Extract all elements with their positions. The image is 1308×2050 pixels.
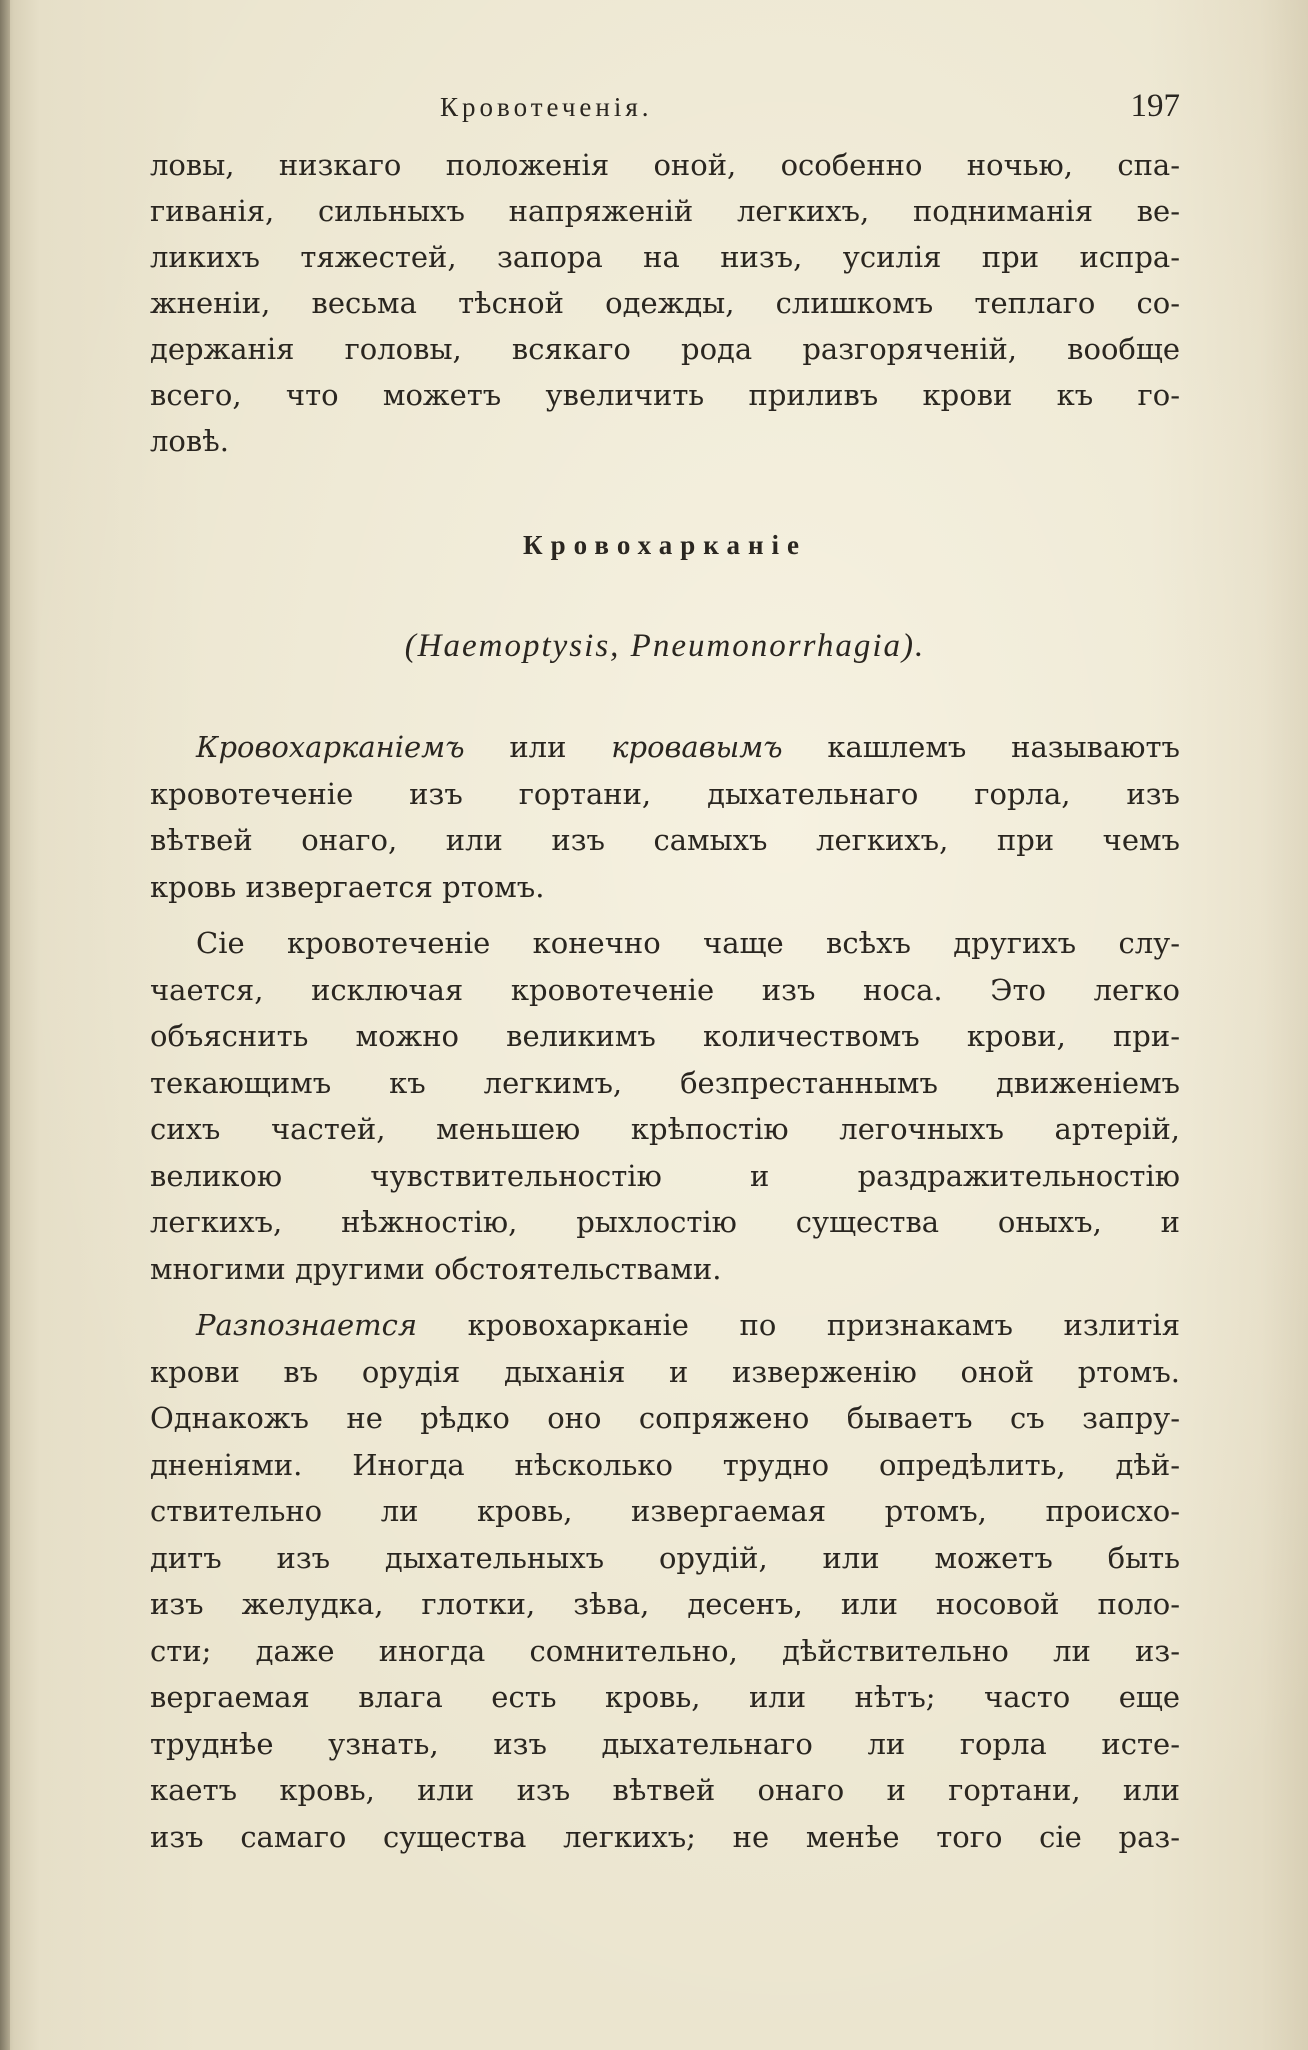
text-line: Однакожъ не рѣдко оно сопряжено бываетъ съ запру- [150,1401,1180,1435]
text-line: Кровохарканіемъ или кровавымъ кашлемъ называютъ [196,730,1180,764]
text-line: дненіями. Иногда нѣсколько трудно опредѣлить, дѣй- [150,1447,1180,1482]
text-line: ловы, низкаго положенія оной, особенно ночью, спа- [150,148,1180,182]
text-line: дитъ изъ дыхательныхъ орудій, или можетъ быть [150,1540,1180,1575]
text-line: Сіе кровотеченіе конечно чаще всѣхъ другихъ слу- [196,926,1180,960]
term-italic: кровавымъ [611,730,783,764]
book-spine-shadow [0,0,10,2050]
text-line: сти; даже иногда сомнительно, дѣйствительно ли из- [150,1633,1180,1668]
term-italic: Разпознается [196,1308,418,1342]
term-italic: Кровохарканіемъ [196,730,465,764]
page-header [150,88,1180,132]
text-line: кровь извергается ртомъ. [150,869,545,904]
text-line: многими другими обстоятельствами. [150,1251,722,1286]
section-latin-title: (Haemoptysis, Pneumonorrhagia). [404,628,926,664]
text-line: ствительно ли кровь, извергаемая ртомъ, происхо- [150,1494,1180,1528]
paragraph-1 [150,724,1180,910]
text-line: жненіи, весьма тѣсной одежды, слишкомъ теплаго со- [150,286,1180,320]
page-number: 197 [1130,88,1180,124]
text-line: легкихъ, нѣжностію, рыхлостію существа оныхъ, и [150,1205,1180,1239]
main-text [150,724,1180,1860]
text-line: ловѣ. [150,424,229,458]
text-line: кровотеченіе изъ гортани, дыхательнаго горла, изъ [150,776,1180,811]
text-line: Разпознается кровохарканіе по признакамъ излитія [196,1308,1180,1342]
text-line: ликихъ тяжестей, запора на низъ, усилія при испра- [150,240,1180,274]
running-head: Кровотеченія. [440,92,653,122]
text-line: всего, что можетъ увеличить приливъ крови къ го- [150,378,1180,412]
section-title: Кровохарканіе [523,530,807,560]
text-line: держанія головы, всякаго рода разгоряченій, вообще [150,332,1180,366]
text-line: гиванія, сильныхъ напряженій легкихъ, подниманія ве- [150,194,1180,228]
text-line: чается, исключая кровотеченіе изъ носа. Это легко [150,972,1180,1007]
text-line: вѣтвей онаго, или изъ самыхъ легкихъ, при чемъ [150,823,1180,857]
text-line: вергаемая влага есть кровь, или нѣтъ; часто еще [150,1680,1180,1714]
text-line: каетъ кровь, или изъ вѣтвей онаго и гортани, или [150,1773,1180,1807]
paragraph-3 [150,1302,1180,1860]
text-line: текающимъ къ легкимъ, безпрестаннымъ движеніемъ [150,1065,1180,1100]
text-line: крови въ орудія дыханія и изверженію оной ртомъ. [150,1354,1180,1389]
text-line: сихъ частей, меньшею крѣпостію легочныхъ артерій, [150,1112,1180,1146]
paragraph-2 [150,920,1180,1292]
text-line: объяснить можно великимъ количествомъ крови, при- [150,1019,1180,1053]
top-paragraph [150,142,1180,464]
text-line: изъ самаго существа легкихъ; не менѣе того сіе раз- [150,1819,1180,1854]
text-line: труднѣе узнать, изъ дыхательнаго ли горла исте- [150,1726,1180,1761]
text-line: изъ желудка, глотки, зѣва, десенъ, или носовой поло- [150,1587,1180,1621]
text-line: великою чувствительностію и раздражительностію [150,1158,1180,1193]
